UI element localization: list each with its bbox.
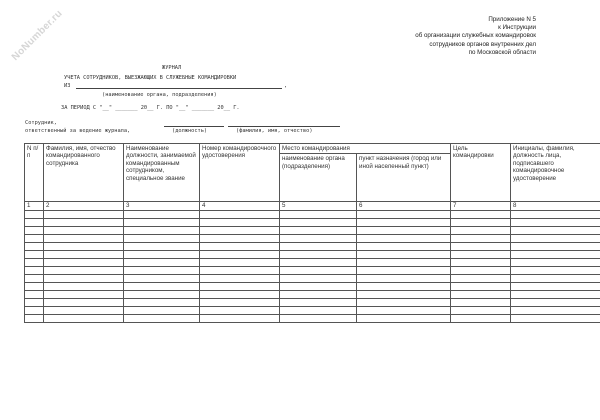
table-cell[interactable] — [44, 275, 124, 283]
table-cell[interactable] — [511, 275, 600, 283]
table-cell[interactable] — [511, 219, 600, 227]
journal-title: ЖУРНАЛ — [162, 65, 182, 71]
name-field[interactable] — [228, 126, 340, 127]
column-number: 1 — [25, 202, 44, 211]
header-certificate-number: Номер командировочного удостоверения — [200, 144, 280, 202]
table-cell[interactable] — [357, 275, 451, 283]
appendix-line: сотрудников органов внутренних дел — [429, 40, 536, 48]
table-cell[interactable] — [280, 299, 357, 307]
table-cell[interactable] — [511, 243, 600, 251]
table-cell[interactable] — [357, 227, 451, 235]
table-cell[interactable] — [357, 219, 451, 227]
table-cell[interactable] — [124, 219, 200, 227]
table-row — [25, 235, 600, 243]
table-cell[interactable] — [357, 267, 451, 275]
table-cell[interactable] — [451, 251, 511, 259]
table-cell[interactable] — [511, 259, 600, 267]
table-cell[interactable] — [25, 283, 44, 291]
table-cell[interactable] — [200, 251, 280, 259]
subheader-city: пункт назначения (город или иной населенный пункт) — [357, 154, 451, 202]
table-cell[interactable] — [280, 219, 357, 227]
table-cell[interactable] — [44, 235, 124, 243]
table-cell[interactable] — [280, 251, 357, 259]
table-cell[interactable] — [357, 299, 451, 307]
table-cell[interactable] — [357, 211, 451, 219]
table-cell[interactable] — [451, 243, 511, 251]
table-cell[interactable] — [124, 235, 200, 243]
table-cell[interactable] — [357, 291, 451, 299]
table-cell[interactable] — [200, 211, 280, 219]
table-cell[interactable] — [357, 307, 451, 315]
table-cell[interactable] — [200, 283, 280, 291]
table-cell[interactable] — [357, 259, 451, 267]
table-cell[interactable] — [357, 243, 451, 251]
table-row — [25, 307, 600, 315]
responsible-label-2: ответственный за ведение журнала, — [25, 128, 131, 134]
table-cell[interactable] — [280, 275, 357, 283]
appendix-note — [415, 16, 536, 57]
table-cell[interactable] — [25, 267, 44, 275]
table-cell[interactable] — [451, 315, 511, 323]
table-cell[interactable] — [511, 235, 600, 243]
table-cell[interactable] — [44, 219, 124, 227]
table-cell[interactable] — [451, 235, 511, 243]
table-row — [25, 243, 600, 251]
table-cell[interactable] — [44, 243, 124, 251]
table-cell[interactable] — [44, 227, 124, 235]
from-comma: , — [284, 83, 288, 89]
table-row — [25, 219, 600, 227]
table-cell[interactable] — [25, 259, 44, 267]
subheader-organ: наименование органа (подразделения) — [280, 154, 357, 202]
table-cell[interactable] — [200, 307, 280, 315]
table-cell[interactable] — [451, 291, 511, 299]
table-cell[interactable] — [511, 283, 600, 291]
appendix-line: по Московской области — [468, 48, 536, 56]
journal-subtitle: УЧЕТА СОТРУДНИКОВ, ВЫЕЗЖАЮЩИХ В СЛУЖЕБНЫЕ КОМАНДИРОВКИ — [64, 75, 237, 81]
table-cell[interactable] — [280, 283, 357, 291]
appendix-line: Приложение N 5 — [488, 16, 536, 23]
table-cell[interactable] — [511, 307, 600, 315]
table-cell[interactable] — [25, 243, 44, 251]
table-cell[interactable] — [451, 307, 511, 315]
table-row — [25, 227, 600, 235]
table-cell[interactable] — [124, 267, 200, 275]
table-row — [25, 275, 600, 283]
table-cell[interactable] — [280, 267, 357, 275]
table-cell[interactable] — [280, 227, 357, 235]
table-cell[interactable] — [124, 299, 200, 307]
table-cell[interactable] — [280, 259, 357, 267]
table-cell[interactable] — [200, 227, 280, 235]
position-caption: (должность) — [172, 128, 208, 134]
table-cell[interactable] — [25, 211, 44, 219]
column-number: 7 — [451, 202, 511, 211]
table-cell[interactable] — [124, 275, 200, 283]
position-field[interactable] — [164, 126, 224, 127]
header-purpose: Цель командировки — [451, 144, 511, 202]
table-row — [25, 315, 600, 323]
table-cell[interactable] — [124, 243, 200, 251]
table-cell[interactable] — [451, 299, 511, 307]
table-cell[interactable] — [25, 307, 44, 315]
column-number: 6 — [357, 202, 451, 211]
table-row — [25, 291, 600, 299]
table-cell[interactable] — [200, 299, 280, 307]
table-cell[interactable] — [511, 227, 600, 235]
responsible-label-1: Сотрудник, — [25, 120, 57, 126]
table-cell[interactable] — [25, 315, 44, 323]
table-cell[interactable] — [124, 211, 200, 219]
table-cell[interactable] — [200, 259, 280, 267]
table-cell[interactable] — [44, 307, 124, 315]
table-cell[interactable] — [451, 219, 511, 227]
table-cell[interactable] — [25, 227, 44, 235]
table-cell[interactable] — [451, 259, 511, 267]
table-cell[interactable] — [357, 235, 451, 243]
column-number: 3 — [124, 202, 200, 211]
table-cell[interactable] — [25, 291, 44, 299]
table-cell[interactable] — [124, 291, 200, 299]
column-number: 8 — [511, 202, 600, 211]
table-cell[interactable] — [357, 283, 451, 291]
table-cell[interactable] — [280, 291, 357, 299]
table-cell[interactable] — [200, 315, 280, 323]
organization-caption: (наименование органа, подразделения) — [102, 92, 217, 98]
table-row — [25, 251, 600, 259]
table-cell[interactable] — [511, 267, 600, 275]
table-cell[interactable] — [124, 227, 200, 235]
column-number: 4 — [200, 202, 280, 211]
table-cell[interactable] — [280, 243, 357, 251]
table-cell[interactable] — [25, 235, 44, 243]
table-cell[interactable] — [200, 267, 280, 275]
table-cell[interactable] — [451, 211, 511, 219]
appendix-line: об организации служебных командировок — [415, 32, 536, 40]
table-cell[interactable] — [200, 219, 280, 227]
table-cell[interactable] — [44, 291, 124, 299]
table-cell[interactable] — [280, 315, 357, 323]
table-cell[interactable] — [511, 251, 600, 259]
table-cell[interactable] — [280, 235, 357, 243]
table-cell[interactable] — [124, 283, 200, 291]
table-cell[interactable] — [511, 291, 600, 299]
table-cell[interactable] — [44, 299, 124, 307]
table-cell[interactable] — [280, 307, 357, 315]
table-cell[interactable] — [511, 211, 600, 219]
table-cell[interactable] — [124, 315, 200, 323]
table-cell[interactable] — [44, 251, 124, 259]
journal-table — [24, 143, 600, 323]
table-cell[interactable] — [200, 291, 280, 299]
column-number: 2 — [44, 202, 124, 211]
from-label: ИЗ — [64, 83, 71, 89]
table-cell[interactable] — [44, 283, 124, 291]
table-cell[interactable] — [357, 315, 451, 323]
table-row — [25, 267, 600, 275]
table-row — [25, 211, 600, 219]
table-cell[interactable] — [280, 211, 357, 219]
header-full-name: Фамилия, имя, отчество командированного сотрудника — [44, 144, 124, 202]
table-cell[interactable] — [124, 307, 200, 315]
table-cell[interactable] — [451, 275, 511, 283]
header-number: N п/п — [25, 144, 44, 202]
column-numbers-row — [25, 202, 600, 211]
table-cell[interactable] — [511, 315, 600, 323]
table-cell[interactable] — [451, 227, 511, 235]
name-caption: (фамилия, имя, отчество) — [236, 128, 313, 134]
table-cell[interactable] — [511, 299, 600, 307]
table-cell[interactable] — [25, 299, 44, 307]
appendix-line: к Инструкции — [498, 24, 536, 32]
table-cell[interactable] — [44, 315, 124, 323]
header-position: Наименование должности, занимаемой командированным сотрудником, специальное звание — [124, 144, 200, 202]
table-cell[interactable] — [44, 267, 124, 275]
table-cell[interactable] — [451, 283, 511, 291]
organization-field[interactable] — [76, 88, 282, 89]
table-row — [25, 283, 600, 291]
table-cell[interactable] — [44, 211, 124, 219]
table-cell[interactable] — [25, 251, 44, 259]
period-line: ЗА ПЕРИОД С "__" _______ 20__ Г. ПО "__" _______ 20__ Г. — [61, 105, 240, 111]
table-cell[interactable] — [44, 259, 124, 267]
table-cell[interactable] — [200, 235, 280, 243]
column-number: 5 — [280, 202, 357, 211]
table-cell[interactable] — [451, 267, 511, 275]
table-cell[interactable] — [200, 243, 280, 251]
table-cell[interactable] — [200, 275, 280, 283]
watermark: NoNumber.ru — [9, 8, 65, 63]
header-destination: Место командирования — [280, 144, 451, 154]
table-cell[interactable] — [357, 251, 451, 259]
table-cell[interactable] — [25, 275, 44, 283]
table-cell[interactable] — [124, 251, 200, 259]
table-row — [25, 259, 600, 267]
table-row — [25, 299, 600, 307]
header-signatory: Инициалы, фамилия, должность лица, подписавшего командировочное удостоверение — [511, 144, 600, 202]
table-cell[interactable] — [25, 219, 44, 227]
table-cell[interactable] — [124, 259, 200, 267]
